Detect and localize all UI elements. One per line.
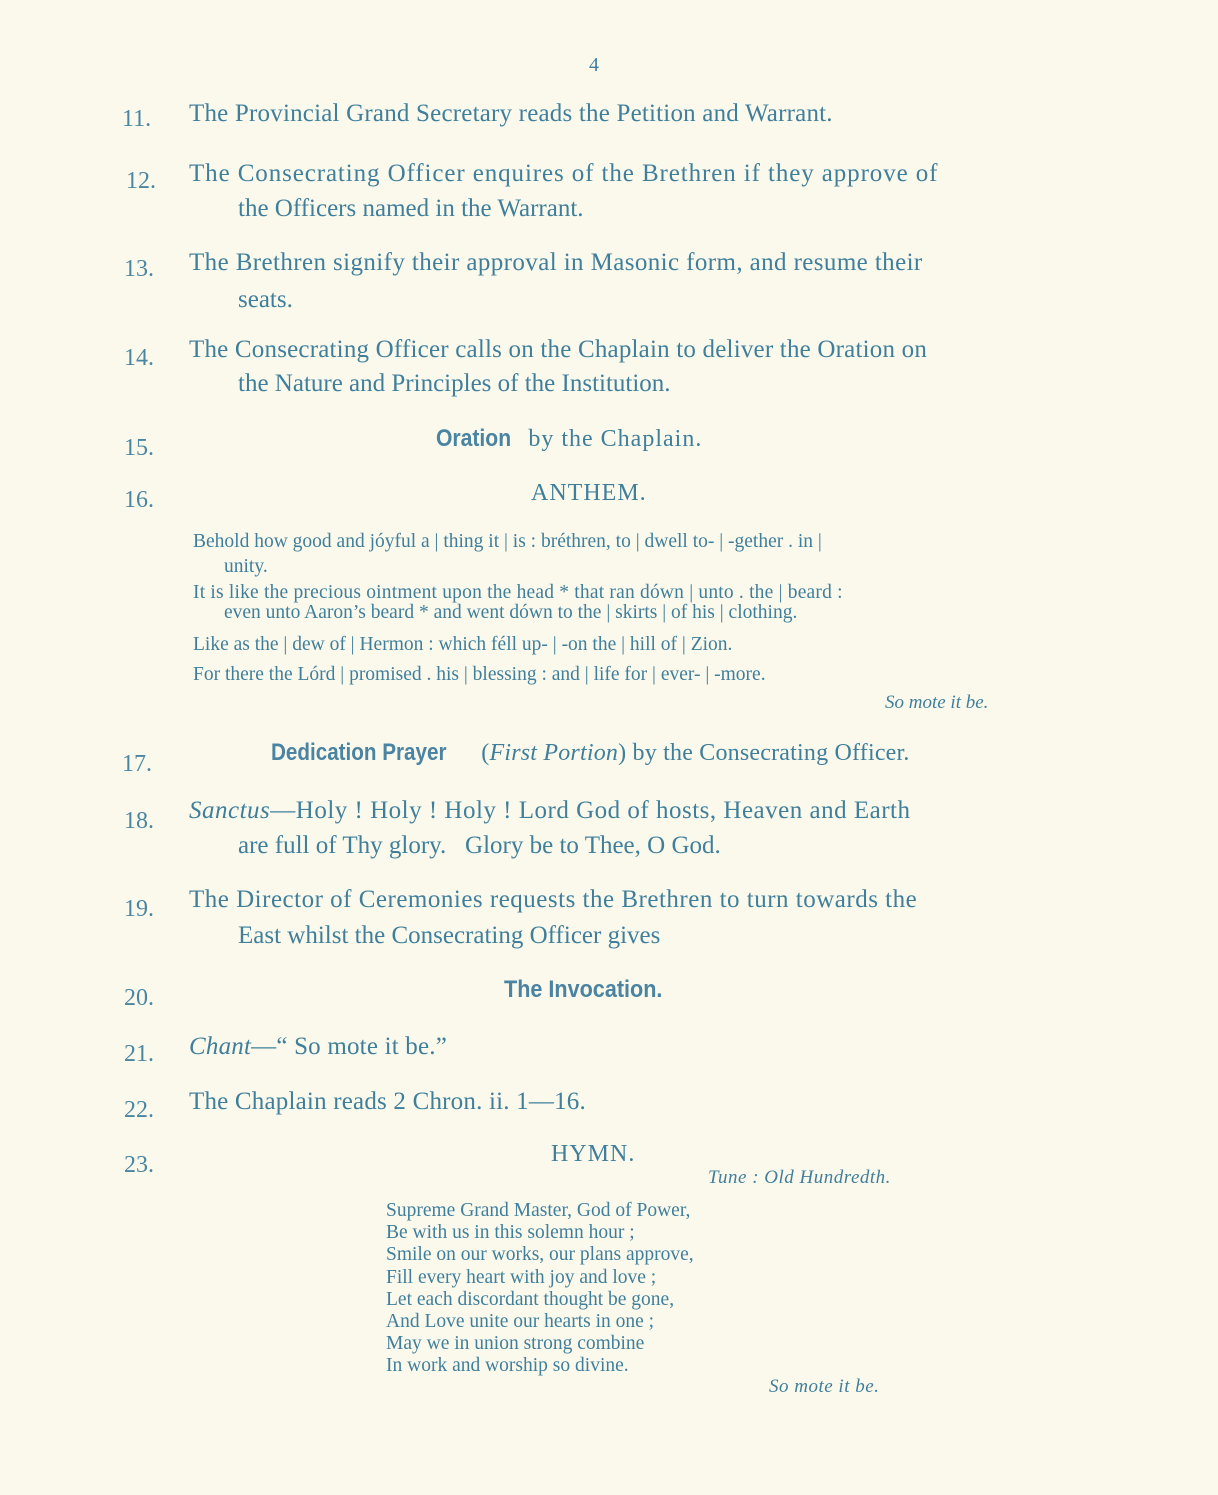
dedication-bold: Dedication Prayer: [271, 739, 447, 766]
anthem-line-cont: unity.: [224, 556, 268, 577]
hymn-closing: So mote it be.: [769, 1376, 880, 1397]
hymn-line: Let each discordant thought be gone,: [386, 1288, 675, 1310]
anthem-heading: ANTHEM.: [531, 480, 647, 506]
item-number: 14.: [124, 345, 154, 371]
sanctus-text: —Holy ! Holy ! Holy ! Lord God of hosts, Heaven and Earth: [270, 797, 911, 824]
oration-heading: [436, 425, 702, 453]
item-text: The Brethren signify their approval in Masonic form, and resume their: [189, 249, 923, 276]
hymn-line: Fill every heart with joy and love ;: [386, 1266, 657, 1288]
item-text: The Consecrating Officer enquires of the Brethren if they approve of: [189, 160, 939, 187]
item-text: The Chaplain reads 2 Chron. ii. 1—16.: [189, 1088, 586, 1115]
hymn-heading: HYMN.: [551, 1141, 636, 1167]
invocation-heading: The Invocation.: [504, 976, 663, 1003]
dedication-rest: by the Consecrating Officer.: [626, 740, 910, 766]
dedication-italic: First Portion: [489, 740, 619, 766]
anthem-line: It is like the precious ointment upon the head * that ran dówn | unto . the | beard :: [193, 582, 843, 603]
anthem-line: Behold how good and jóyful a | thing it | is : bréthren, to | dwell to- | -gether . in |: [193, 531, 822, 552]
item-continuation: seats.: [238, 286, 293, 313]
item-continuation: are full of Thy glory. Glory be to Thee, O God.: [238, 832, 721, 859]
item-text: [189, 1033, 447, 1061]
item-number: 22.: [124, 1097, 154, 1123]
item-continuation: the Officers named in the Warrant.: [238, 195, 584, 222]
item-text: The Provincial Grand Secretary reads the Petition and Warrant.: [189, 100, 833, 127]
item-text: The Consecrating Officer calls on the Chaplain to deliver the Oration on: [189, 336, 928, 363]
anthem-line: For there the Lórd | promised . his | blessing : and | life for | ever- | -more.: [193, 664, 766, 685]
item-number: 18.: [124, 808, 154, 834]
hymn-line: Be with us in this solemn hour ;: [386, 1222, 635, 1244]
chant-text: —“ So mote it be.”: [251, 1033, 448, 1060]
hymn-line: In work and worship so divine.: [386, 1355, 629, 1377]
item-number: 15.: [124, 435, 154, 461]
item-number: 11.: [122, 106, 152, 132]
item-number: 20.: [124, 985, 154, 1011]
oration-bold: Oration: [436, 425, 512, 452]
hymn-tune: Tune : Old Hundredth.: [708, 1167, 891, 1188]
item-number: 21.: [124, 1041, 154, 1067]
item-number: 19.: [124, 896, 154, 922]
hymn-line: And Love unite our hearts in one ;: [386, 1311, 655, 1333]
hymn-stanza: [386, 1200, 694, 1378]
item-number: 12.: [126, 168, 156, 194]
item-number: 16.: [124, 487, 154, 513]
hymn-line: Smile on our works, our plans approve,: [386, 1244, 694, 1266]
item-number: 13.: [124, 256, 154, 282]
oration-rest: by the Chaplain.: [521, 426, 703, 452]
item-text: [189, 797, 910, 825]
item-continuation: the Nature and Principles of the Institution.: [238, 370, 671, 397]
item-continuation: East whilst the Consecrating Officer gives: [238, 922, 661, 949]
anthem-closing: So mote it be.: [885, 692, 989, 713]
item-number: 17.: [122, 751, 152, 777]
hymn-line: Supreme Grand Master, God of Power,: [386, 1200, 691, 1221]
anthem-line: Like as the | dew of | Hermon : which féll up- | -on the | hill of | Zion.: [193, 634, 733, 655]
chant-italic: Chant: [189, 1033, 252, 1060]
dedication-heading: Dedication Prayer (First Portion) by the Consecrating Officer.: [271, 739, 910, 766]
page-number: 4: [589, 54, 599, 76]
item-text: The Director of Ceremonies requests the Brethren to turn towards the: [189, 886, 918, 913]
anthem-line-cont: even unto Aaron’s beard * and went dówn to the | skirts | of his | clothing.: [224, 602, 798, 623]
sanctus-italic: Sanctus: [189, 797, 271, 824]
item-number: 23.: [124, 1152, 154, 1178]
hymn-line: May we in union strong combine: [386, 1333, 645, 1355]
